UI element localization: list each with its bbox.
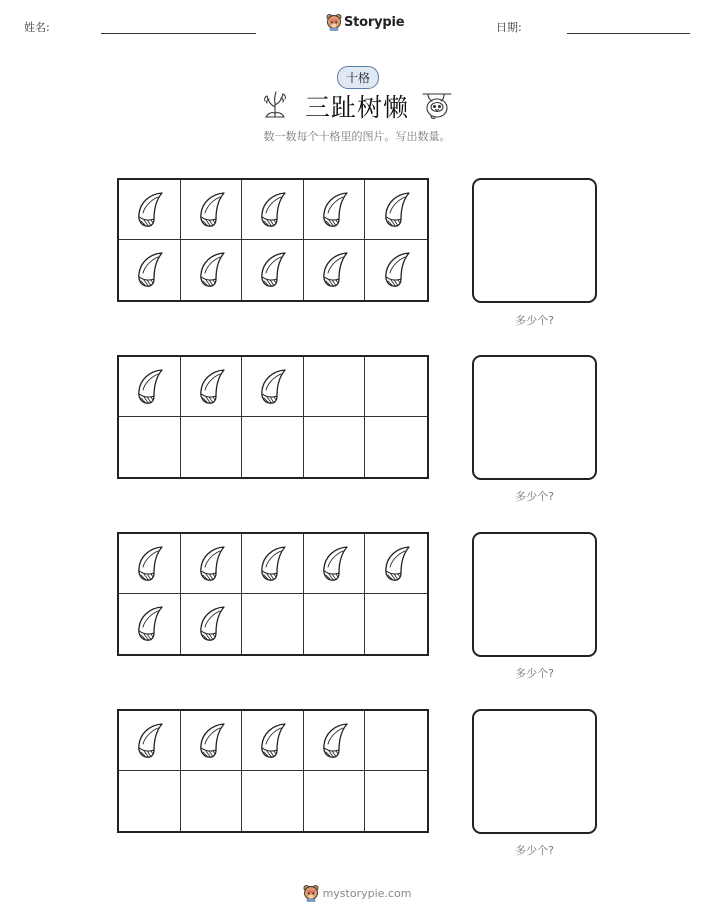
instructions: 数一数每个十格里的图片。写出数量。 (263, 130, 451, 143)
claw-icon (255, 367, 289, 407)
frame-cell (365, 240, 427, 300)
claw-icon (317, 250, 351, 290)
frame-cell (304, 711, 366, 771)
tenframe-badge: 十格 (337, 66, 379, 89)
name-line[interactable] (101, 33, 256, 34)
claw-icon (194, 250, 228, 290)
claw-icon (132, 604, 166, 644)
frame-cell (119, 711, 181, 771)
claw-icon (194, 544, 228, 584)
claw-icon (379, 190, 413, 230)
frame-cell (242, 534, 304, 594)
frame-cell (365, 417, 427, 477)
frame-cell (119, 417, 181, 477)
answer-label-1: 多少个? (515, 314, 554, 327)
claw-icon (379, 544, 413, 584)
ten-frame-3 (117, 532, 429, 656)
frame-cell (119, 357, 181, 417)
date-label: 日期: (496, 21, 522, 34)
claw-icon (255, 250, 289, 290)
claw-icon (132, 190, 166, 230)
frame-cell (242, 357, 304, 417)
claw-icon (317, 721, 351, 761)
frame-cell (181, 711, 243, 771)
frame-cell (242, 711, 304, 771)
frame-cell (181, 534, 243, 594)
frame-cell (242, 180, 304, 240)
claw-icon (194, 604, 228, 644)
frame-cell (304, 534, 366, 594)
frame-cell (365, 534, 427, 594)
name-label: 姓名: (24, 21, 50, 34)
frame-cell (119, 240, 181, 300)
bear-icon (303, 884, 319, 902)
answer-box-1[interactable] (472, 178, 597, 303)
frame-cell (242, 594, 304, 654)
footer (0, 884, 714, 902)
claw-icon (317, 190, 351, 230)
frame-cell (242, 771, 304, 831)
frame-cell (304, 180, 366, 240)
frame-cell (304, 240, 366, 300)
frame-cell (365, 711, 427, 771)
storypie-logo (326, 13, 404, 31)
claw-icon (132, 367, 166, 407)
frame-cell (304, 417, 366, 477)
frame-cell (119, 534, 181, 594)
answer-box-2[interactable] (472, 355, 597, 480)
frame-cell (181, 240, 243, 300)
claw-icon (194, 367, 228, 407)
frame-cell (181, 417, 243, 477)
frame-cell (119, 771, 181, 831)
ten-frame-4 (117, 709, 429, 833)
claw-icon (132, 544, 166, 584)
frame-cell (304, 771, 366, 831)
bear-icon (326, 13, 342, 31)
frame-cell (119, 594, 181, 654)
frame-cell (181, 180, 243, 240)
frame-cell (365, 771, 427, 831)
answer-label-4: 多少个? (515, 844, 554, 857)
claw-icon (317, 544, 351, 584)
claw-icon (379, 250, 413, 290)
frame-cell (365, 594, 427, 654)
claw-icon (194, 190, 228, 230)
frame-cell (365, 180, 427, 240)
claw-icon (194, 721, 228, 761)
frame-cell (242, 417, 304, 477)
frame-cell (181, 594, 243, 654)
answer-box-3[interactable] (472, 532, 597, 657)
frame-cell (365, 357, 427, 417)
claw-icon (132, 250, 166, 290)
frame-cell (181, 771, 243, 831)
date-line[interactable] (567, 33, 690, 34)
frame-cell (304, 594, 366, 654)
frame-cell (304, 357, 366, 417)
frame-cell (181, 357, 243, 417)
claw-icon (255, 544, 289, 584)
brand-name: Storypie (344, 14, 405, 30)
answer-label-2: 多少个? (515, 490, 554, 503)
claw-icon (255, 721, 289, 761)
answer-label-3: 多少个? (515, 667, 554, 680)
footer-url[interactable]: mystorypie.com (322, 886, 412, 900)
sloth-icon (422, 90, 452, 120)
answer-box-4[interactable] (472, 709, 597, 834)
frame-cell (242, 240, 304, 300)
page-title: 三趾树懒 (304, 93, 409, 122)
claw-icon (132, 721, 166, 761)
ten-frame-2 (117, 355, 429, 479)
ten-frame-1 (117, 178, 429, 302)
claw-icon (255, 190, 289, 230)
frame-cell (119, 180, 181, 240)
